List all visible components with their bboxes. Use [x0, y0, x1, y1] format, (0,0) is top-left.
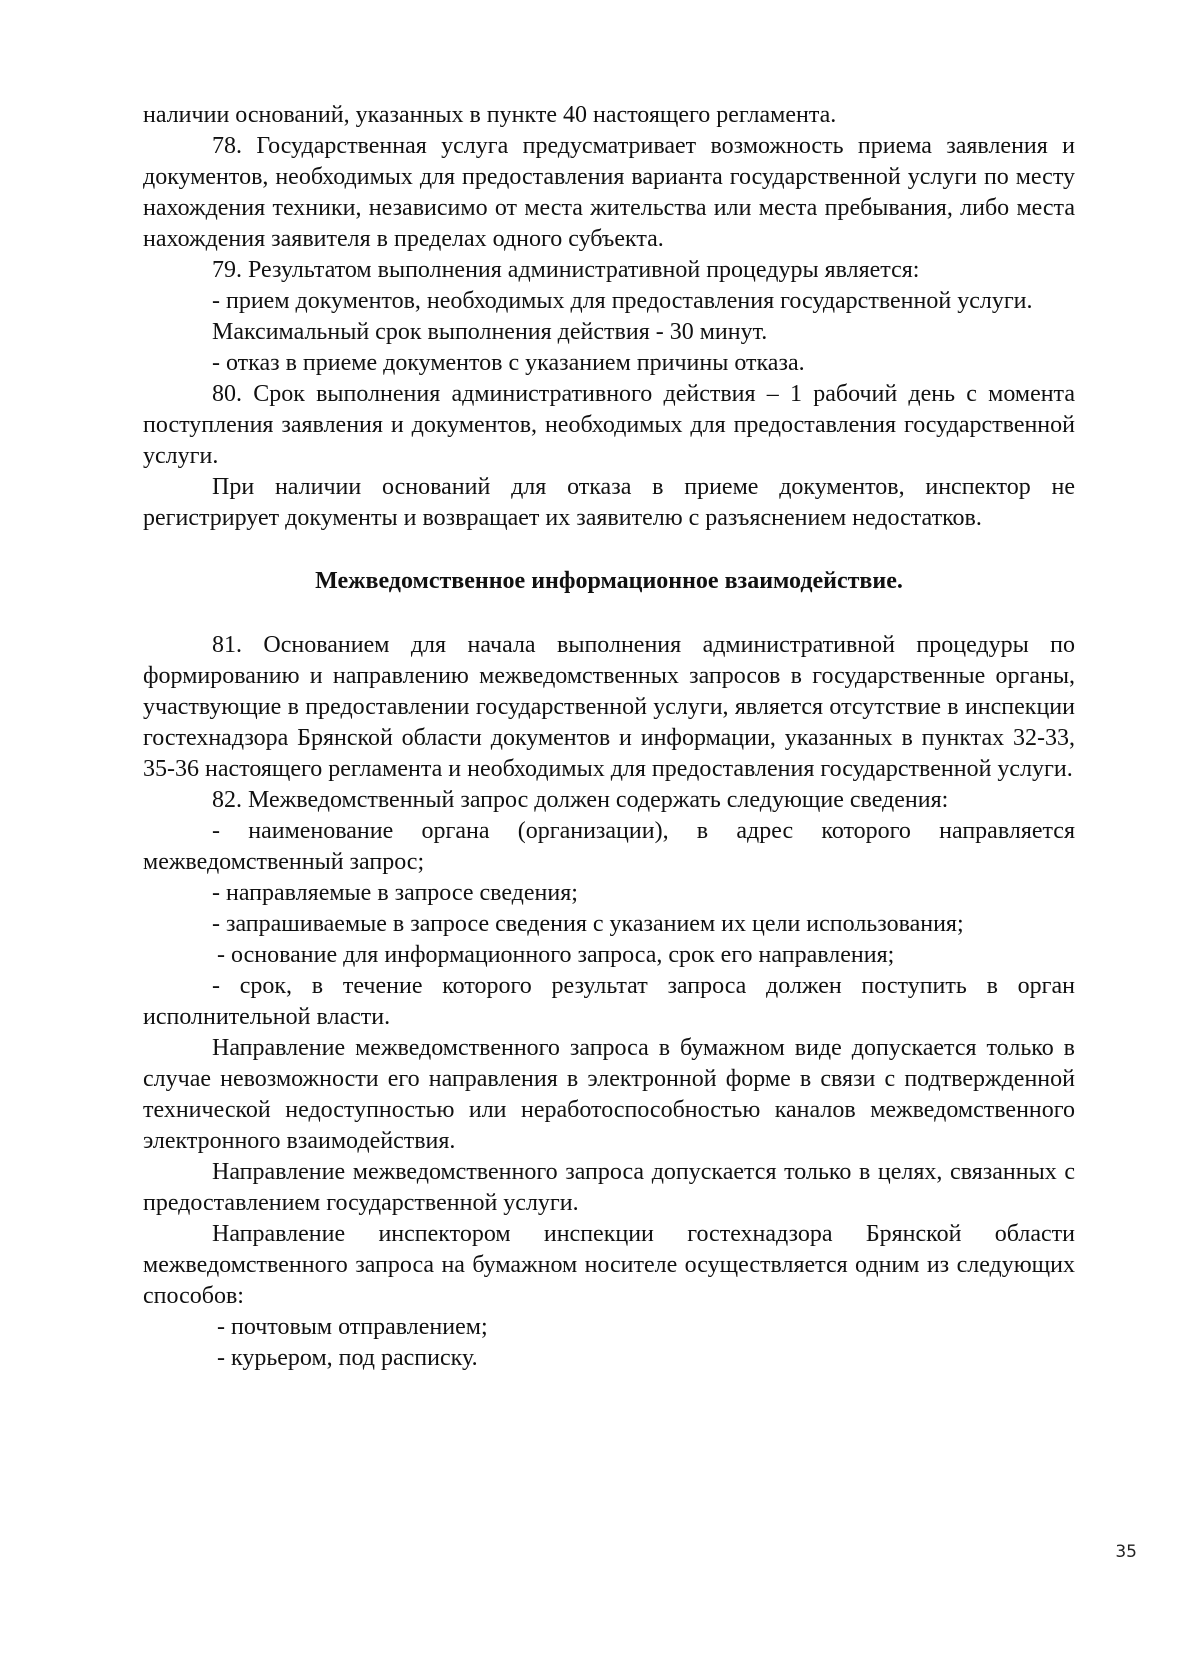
- paragraph-paper-request: Направление межведомственного запроса в бумажном виде допускается только в случае невозможности его направления в электронной форме в связи с подтвержденной технической недоступностью или неработоспособностью каналов межведомственного электронного взаимодействия.: [143, 1035, 1075, 1154]
- list-item-request-basis: - основание для информационного запроса, срок его направления;: [217, 942, 895, 968]
- list-item-organ-name: - наименование органа (организации), в адрес которого направляется межведомственный запрос;: [143, 818, 1075, 875]
- page-number: 35: [1115, 1542, 1137, 1562]
- list-item-response-deadline: - срок, в течение которого результат запроса должен поступить в орган исполнительной власти.: [143, 973, 1075, 1030]
- paragraph-continuation: наличии оснований, указанных в пункте 40 настоящего регламента.: [143, 102, 837, 128]
- paragraph-item-79: 79. Результатом выполнения административной процедуры является:: [212, 257, 920, 283]
- paragraph-item-80: 80. Срок выполнения административного действия – 1 рабочий день с момента поступления заявления и документов, необходимых для предоставления государственной услуги.: [143, 381, 1075, 469]
- paragraph-item-78: 78. Государственная услуга предусматривает возможность приема заявления и документов, необходимых для предоставления варианта государственной услуги по месту нахождения техники, независимо от места жительства или места пребывания, либо места нахождения заявителя в пределах одного субъекта.: [143, 133, 1075, 252]
- paragraph-item-82: 82. Межведомственный запрос должен содержать следующие сведения:: [212, 787, 949, 813]
- paragraph-item-81: 81. Основанием для начала выполнения административной процедуры по формированию и направлению межведомственных запросов в государственные органы, участвующие в предоставлении государственной услуги, является отсутствие в инспекции гостехнадзора Брянской области документов и информации, указанных в пунктах 32-33, 35-36 настоящего регламента и необходимых для предоставления государственной услуги.: [143, 632, 1075, 782]
- paragraph-refusal-grounds: При наличии оснований для отказа в приеме документов, инспектор не регистрирует документы и возвращает их заявителю с разъяснением недостатков.: [143, 474, 1075, 531]
- document-body: [143, 100, 1075, 1374]
- list-item-sent-info: - направляемые в запросе сведения;: [212, 880, 578, 906]
- list-item-courier: - курьером, под расписку.: [217, 1345, 478, 1371]
- paragraph-request-purpose: Направление межведомственного запроса допускается только в целях, связанных с предоставлением государственной услуги.: [143, 1159, 1075, 1216]
- paragraph-delivery-methods: Направление инспектором инспекции гостехнадзора Брянской области межведомственного запроса на бумажном носителе осуществляется одним из следующих способов:: [143, 1221, 1075, 1309]
- section-heading: Межведомственное информационное взаимодействие.: [315, 568, 903, 594]
- list-item-refusal: - отказ в приеме документов с указанием причины отказа.: [212, 350, 805, 376]
- list-item-postal: - почтовым отправлением;: [217, 1314, 488, 1340]
- list-item-requested-info: - запрашиваемые в запросе сведения с указанием их цели использования;: [212, 911, 964, 937]
- list-item-accept-documents: - прием документов, необходимых для предоставления государственной услуги.: [212, 288, 1033, 314]
- paragraph-max-time: Максимальный срок выполнения действия - 30 минут.: [212, 319, 768, 345]
